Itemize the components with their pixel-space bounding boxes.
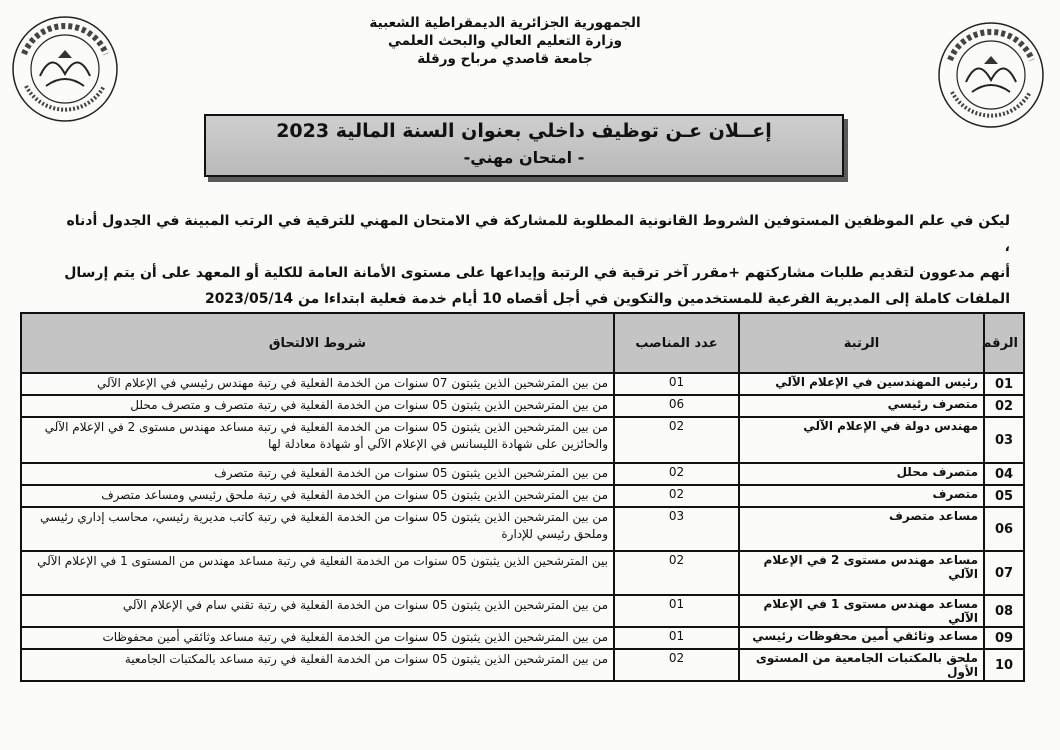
row-count: 01 [614,373,739,395]
header-conditions: شروط الالتحاق [21,313,614,373]
row-count: 01 [614,627,739,649]
row-count: 02 [614,417,739,463]
row-grade: رئيس المهندسين في الإعلام الآلي [739,373,984,395]
row-grade: مساعد متصرف [739,507,984,551]
row-num: 02 [984,395,1024,417]
row-num: 03 [984,417,1024,463]
row-num: 06 [984,507,1024,551]
header-republic: الجمهورية الجزائرية الديمقراطية الشعبية [369,15,641,31]
row-grade: مهندس دولة في الإعلام الآلي [739,417,984,463]
header-grade: الرتبة [739,313,984,373]
table-row [21,373,1024,395]
row-grade: مساعد مهندس مستوى 1 في الإعلام الآلي [739,595,984,627]
row-num: 09 [984,627,1024,649]
table-row [21,627,1024,649]
intro-line-3: الملفات كاملة إلى المديرية الفرعية للمستخدمين والتكوين في أجل أقصاه 10 أيام خدمة فعلية ابتداءا من 2023/05/14 [204,291,1010,307]
row-count: 02 [614,463,739,485]
row-num: 07 [984,551,1024,595]
header-count: عدد المناصب [614,313,739,373]
table-row [21,485,1024,507]
row-count: 02 [614,485,739,507]
table-row [21,649,1024,681]
row-conditions: من بين المترشحين الذين يثبتون 05 سنوات من الخدمة الفعلية في رتبة مساعد بالمكتبات الجامعية [21,649,614,681]
positions-table-wrapper [20,312,1025,682]
table-row [21,551,1024,595]
row-num: 05 [984,485,1024,507]
row-conditions: بين المترشحين الذين يثبتون 05 سنوات من الخدمة الفعلية في رتبة مساعد مهندس من المستوى 1 في الإعلام الآلي [21,551,614,595]
row-conditions: من بين المترشحين الذين يثبتون 05 سنوات من الخدمة الفعلية في رتبة كاتب مديرية رئيسي، محاسب إداري رئيسي وملحق رئيسي للإدارة [21,507,614,551]
row-conditions: من بين المترشحين الذين يثبتون 07 سنوات من الخدمة الفعلية في رتبة مهندس رئيسي في الإعلام الآلي [21,373,614,395]
row-grade: ملحق بالمكتبات الجامعية من المستوى الأول [739,649,984,681]
row-grade: متصرف محلل [739,463,984,485]
row-num: 08 [984,595,1024,627]
row-grade: متصرف [739,485,984,507]
row-count: 02 [614,649,739,681]
row-conditions: من بين المترشحين الذين يثبتون 05 سنوات من الخدمة الفعلية في رتبة متصرف [21,463,614,485]
row-grade: متصرف رئيسي [739,395,984,417]
row-grade: مساعد وثائقي أمين محفوظات رئيسي [739,627,984,649]
row-num: 10 [984,649,1024,681]
row-conditions: من بين المترشحين الذين يثبتون 05 سنوات من الخدمة الفعلية في رتبة تقني سام في الإعلام الآلي [21,595,614,627]
header-ministry: وزارة التعليم العالي والبحث العلمي [387,33,623,49]
document-header [340,14,670,68]
row-count: 06 [614,395,739,417]
announcement-title-box [204,114,844,177]
row-conditions: من بين المترشحين الذين يثبتون 05 سنوات من الخدمة الفعلية في رتبة متصرف و متصرف محلل [21,395,614,417]
table-row [21,417,1024,463]
intro-line-2: أنهم مدعوون لتقديم طلبات مشاركتهم +مقرر آخر ترقية في الرتبة وإيداعها على مستوى الأمانة العامة للكلية أو المعهد على أن يتم إرسال [64,265,1010,281]
row-conditions: من بين المترشحين الذين يثبتون 05 سنوات من الخدمة الفعلية في رتبة ملحق رئيسي ومساعد متصرف [21,485,614,507]
university-logo-left [10,14,120,124]
table-row [21,463,1024,485]
row-count: 01 [614,595,739,627]
row-count: 02 [614,551,739,595]
announcement-subtitle: - امتحان مهني- [463,148,585,167]
table-row [21,395,1024,417]
table-header-row [21,313,1024,373]
row-num: 04 [984,463,1024,485]
header-num: الرقم [984,313,1024,373]
university-logo-right [936,20,1046,130]
row-count: 03 [614,507,739,551]
row-num: 01 [984,373,1024,395]
announcement-title: إعــلان عـن توظيف داخلي بعنوان السنة المالية 2023 [276,120,772,142]
row-conditions: من بين المترشحين الذين يثبتون 05 سنوات من الخدمة الفعلية في رتبة مساعد مهندس مستوى 2 في الإعلام الآلي والحائزين على شهادة الليسانس في الإعلام الآلي أو شهادة معادلة لها [21,417,614,463]
row-grade: مساعد مهندس مستوى 2 في الإعلام الآلي [739,551,984,595]
header-university: جامعة قاصدي مرباح ورقلة [417,51,593,67]
row-conditions: من بين المترشحين الذين يثبتون 05 سنوات من الخدمة الفعلية في رتبة مساعد وثائقي أمين محفوظات [21,627,614,649]
table-row [21,595,1024,627]
intro-paragraph [60,208,1010,312]
positions-table [20,312,1025,682]
intro-line-1: ليكن في علم الموظفين المستوفين الشروط القانونية المطلوبة للمشاركة في الامتحان المهني للترقية في الرتب المبينة في الجدول أدناه ، [66,213,1010,255]
table-row [21,507,1024,551]
